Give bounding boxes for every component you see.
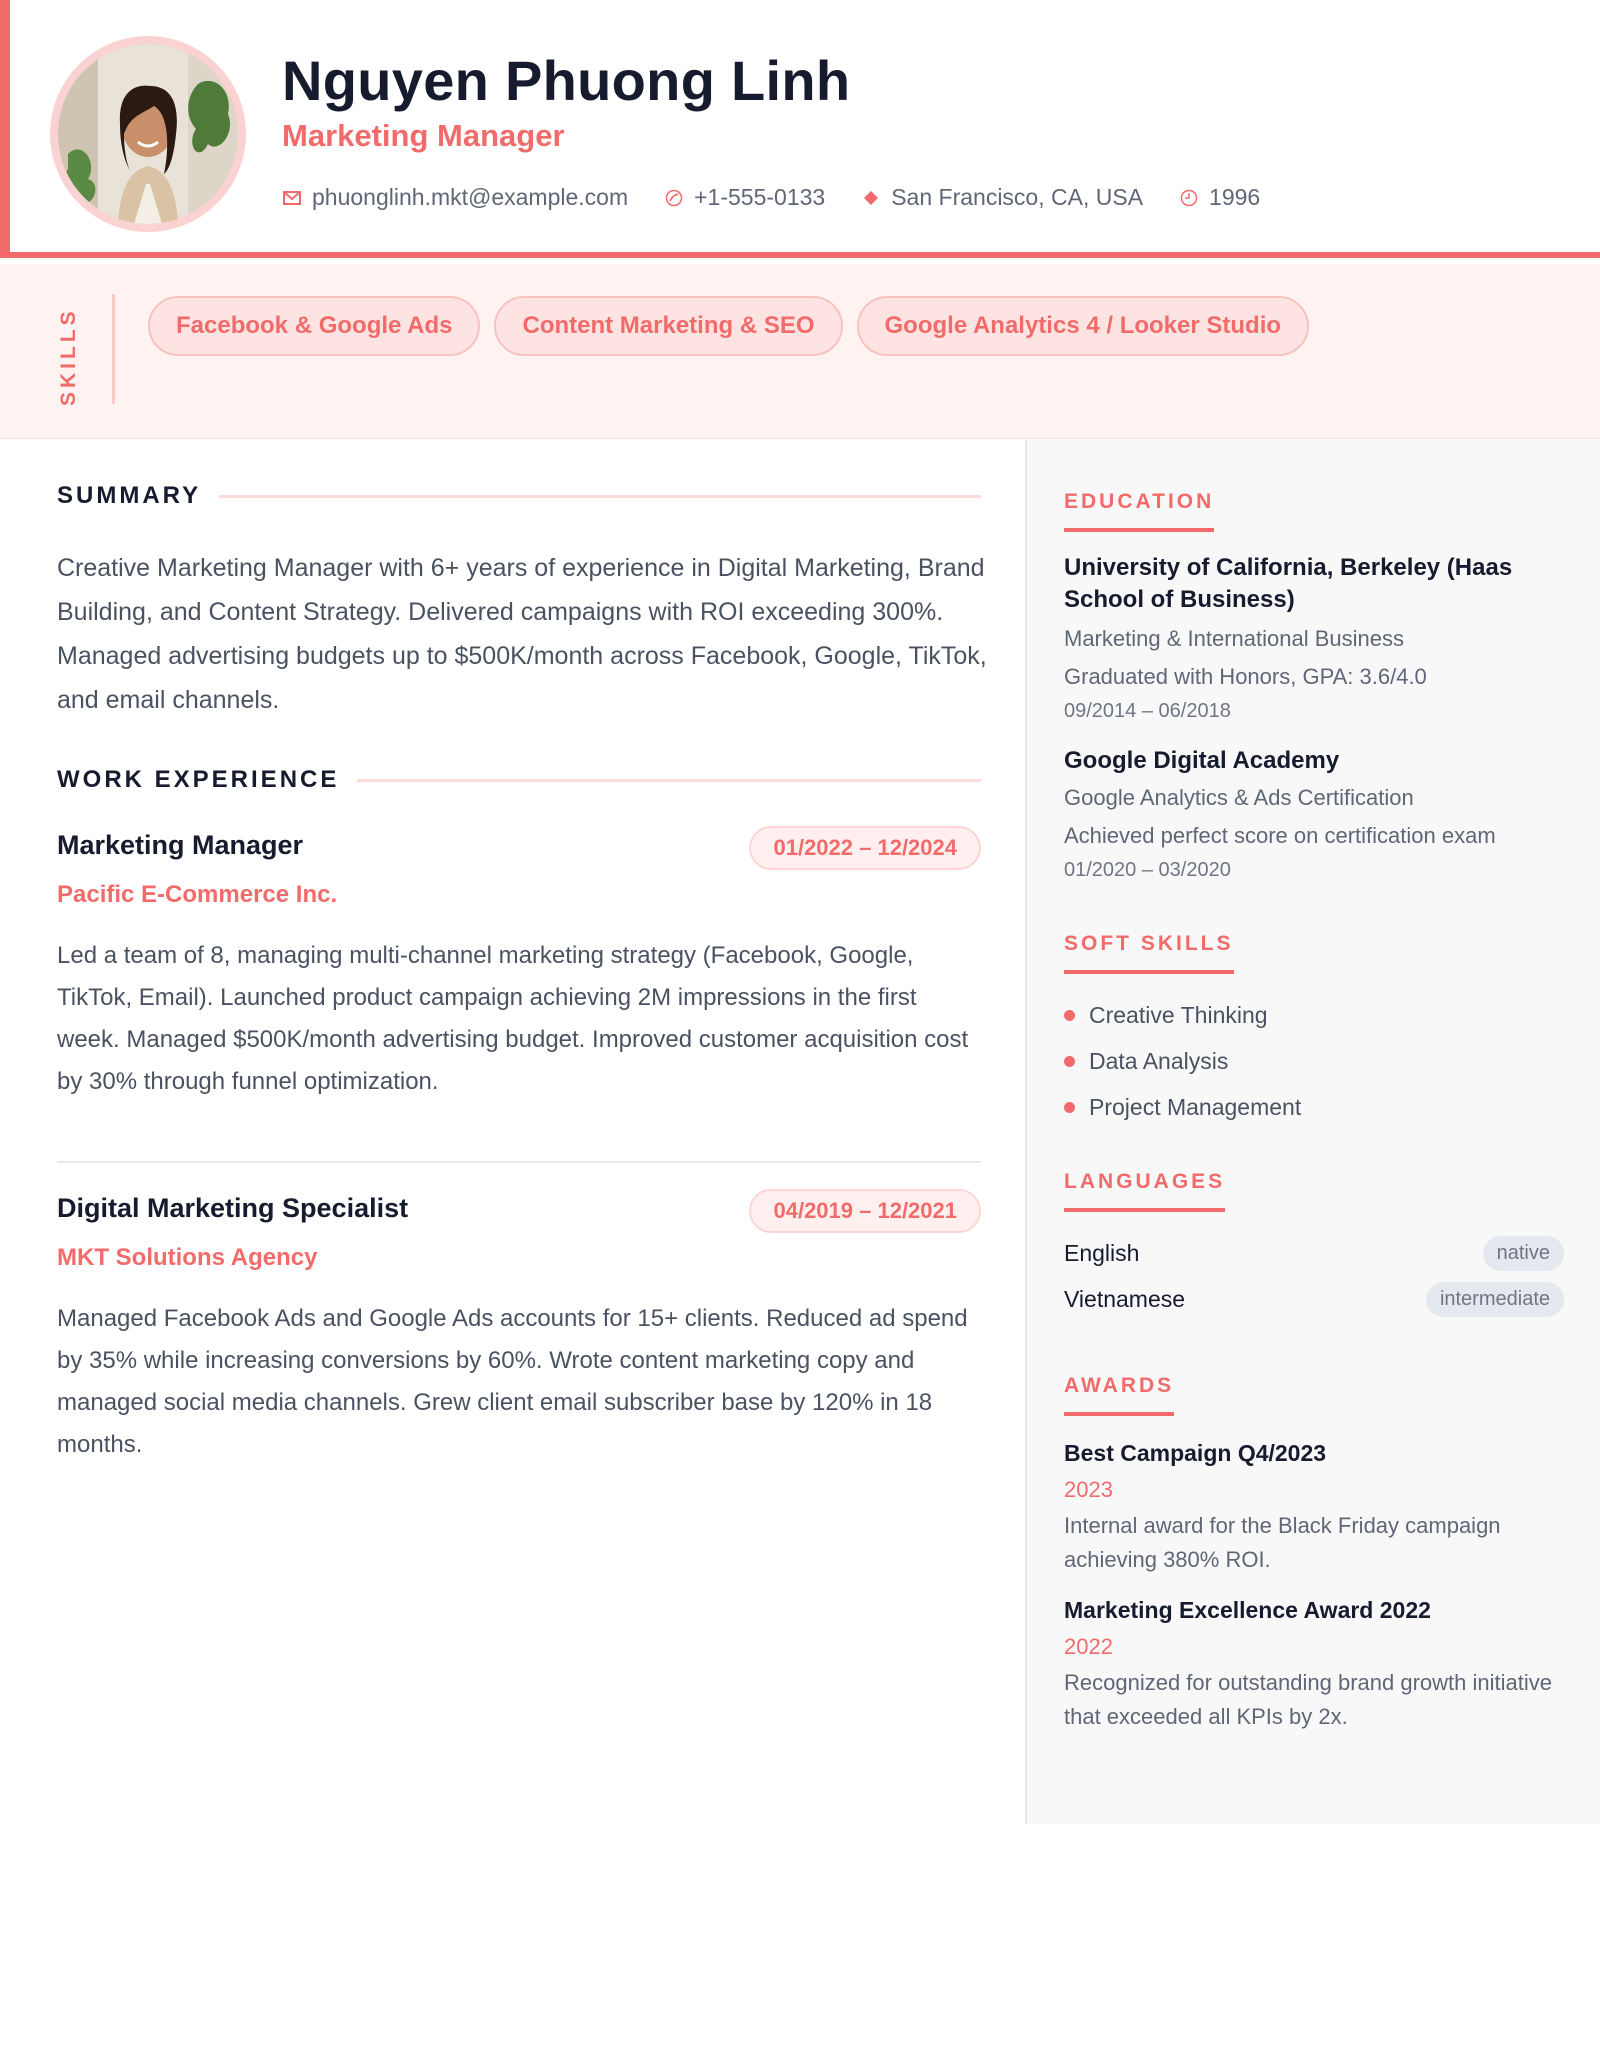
clock-icon xyxy=(1179,189,1199,207)
education-item xyxy=(1064,745,1564,882)
avatar xyxy=(58,44,238,224)
awards-heading: AWARDS xyxy=(1064,1374,1174,1416)
award-title: Marketing Excellence Award 2022 xyxy=(1064,1597,1431,1623)
contact-phone-text: +1-555-0133 xyxy=(694,184,826,210)
job-company: Pacific E-Commerce Inc. xyxy=(57,881,338,908)
experience-section xyxy=(57,766,981,1466)
soft-skills-list xyxy=(1064,992,1564,1130)
job-divider xyxy=(57,1161,981,1163)
skills-label-text: SKILLS xyxy=(57,307,80,406)
award-description: Internal award for the Black Friday campaign achieving 380% ROI. xyxy=(1064,1513,1501,1572)
sidebar-content xyxy=(1064,440,1564,1734)
education-section xyxy=(1064,490,1564,882)
job-description: Led a team of 8, managing multi-channel marketing strategy (Facebook, Google, TikTok, Email). Launched product campaign achieving 2M impressions in the first week. Managed $500K/month advertising budget. Improved customer acquisition cost by 30% through funnel optimization. xyxy=(57,942,969,1095)
skill-pill: Facebook & Google Ads xyxy=(148,296,480,356)
skill-pill: Google Analytics 4 / Looker Studio xyxy=(857,296,1310,356)
avatar-ring xyxy=(50,36,246,232)
language-row xyxy=(1064,1276,1564,1322)
job-entry xyxy=(57,1193,981,1466)
education-heading: EDUCATION xyxy=(1064,490,1214,532)
soft-skills-heading: SOFT SKILLS xyxy=(1064,932,1234,974)
education-note: Graduated with Honors, GPA: 3.6/4.0 xyxy=(1064,664,1427,689)
contact-location xyxy=(861,184,1143,211)
soft-skill-label: Project Management xyxy=(1089,1093,1302,1120)
language-name: English xyxy=(1064,1239,1140,1266)
section-rule xyxy=(219,495,981,498)
skill-pill-list xyxy=(148,296,1309,356)
language-level-badge: native xyxy=(1483,1236,1564,1271)
skills-label xyxy=(55,264,85,439)
contact-location-text: San Francisco, CA, USA xyxy=(891,184,1144,210)
avatar-photo xyxy=(58,44,238,224)
resume-header xyxy=(0,0,1600,258)
award-year: 2023 xyxy=(1064,1477,1113,1502)
languages-section xyxy=(1064,1170,1564,1322)
contact-phone[interactable] xyxy=(664,184,825,211)
contact-year-text: 1996 xyxy=(1209,184,1261,210)
diamond-location-icon xyxy=(861,190,881,206)
education-school: University of California, Berkeley (Haas School of Business) xyxy=(1064,554,1513,613)
candidate-role: Marketing Manager xyxy=(282,118,565,153)
contact-email-text: phuonglinh.mkt@example.com xyxy=(312,184,629,210)
bullet-dot-icon xyxy=(1064,1102,1075,1113)
sidebar xyxy=(1025,440,1600,1824)
education-dates: 01/2020 – 03/2020 xyxy=(1064,859,1231,881)
soft-skill-label: Data Analysis xyxy=(1089,1047,1229,1074)
summary-title: SUMMARY xyxy=(57,482,202,509)
candidate-name: Nguyen Phuong Linh xyxy=(282,49,851,112)
language-row xyxy=(1064,1230,1564,1276)
education-dates: 09/2014 – 06/2018 xyxy=(1064,700,1231,722)
education-note: Achieved perfect score on certification exam xyxy=(1064,823,1496,848)
contact-list xyxy=(282,184,1260,211)
job-company: MKT Solutions Agency xyxy=(57,1244,318,1271)
award-item xyxy=(1064,1597,1564,1734)
job-description: Managed Facebook Ads and Google Ads accounts for 15+ clients. Reduced ad spend by 35% while increasing conversions by 60%. Wrote content marketing copy and managed social media channels. Grew client email subscriber base by 120% in 18 months. xyxy=(57,1305,968,1458)
summary-text: Creative Marketing Manager with 6+ years of experience in Digital Marketing, Brand Building, and Content Strategy. Delivered campaigns with ROI exceeding 300%. Managed advertising budgets up to $500K/month across Facebook, Google, TikTok, and email channels. xyxy=(57,554,987,714)
summary-section xyxy=(57,440,987,722)
language-name: Vietnamese xyxy=(1064,1285,1186,1312)
job-date-badge: 04/2019 – 12/2021 xyxy=(749,1189,981,1233)
skill-pill: Content Marketing & SEO xyxy=(494,296,842,356)
experience-title: WORK EXPERIENCE xyxy=(57,766,340,793)
list-item xyxy=(1064,992,1564,1038)
experience-heading xyxy=(57,766,981,794)
phone-icon xyxy=(664,189,684,207)
contact-year xyxy=(1179,184,1260,211)
language-level-badge: intermediate xyxy=(1426,1282,1564,1317)
job-title: Digital Marketing Specialist xyxy=(57,1193,409,1223)
award-year: 2022 xyxy=(1064,1634,1113,1659)
languages-list xyxy=(1064,1230,1564,1322)
education-field: Marketing & International Business xyxy=(1064,626,1404,651)
education-field: Google Analytics & Ads Certification xyxy=(1064,785,1414,810)
job-date-badge: 01/2022 – 12/2024 xyxy=(749,826,981,870)
bullet-dot-icon xyxy=(1064,1010,1075,1021)
section-rule xyxy=(357,779,981,782)
job-title: Marketing Manager xyxy=(57,830,304,860)
soft-skill-label: Creative Thinking xyxy=(1089,1001,1268,1028)
skills-band xyxy=(0,264,1600,439)
main-column xyxy=(57,440,987,1466)
list-item xyxy=(1064,1084,1564,1130)
education-school: Google Digital Academy xyxy=(1064,747,1340,774)
award-item xyxy=(1064,1440,1564,1577)
job-entry xyxy=(57,830,981,1103)
bullet-dot-icon xyxy=(1064,1056,1075,1067)
mail-icon xyxy=(282,191,302,205)
summary-heading xyxy=(57,482,981,510)
languages-heading: LANGUAGES xyxy=(1064,1170,1225,1212)
skills-divider xyxy=(112,294,115,404)
contact-email[interactable] xyxy=(282,184,628,211)
awards-section xyxy=(1064,1374,1564,1734)
list-item xyxy=(1064,1038,1564,1084)
award-description: Recognized for outstanding brand growth initiative that exceeded all KPIs by 2x. xyxy=(1064,1670,1552,1729)
award-title: Best Campaign Q4/2023 xyxy=(1064,1440,1327,1466)
education-item xyxy=(1064,552,1564,723)
soft-skills-section xyxy=(1064,932,1564,1130)
